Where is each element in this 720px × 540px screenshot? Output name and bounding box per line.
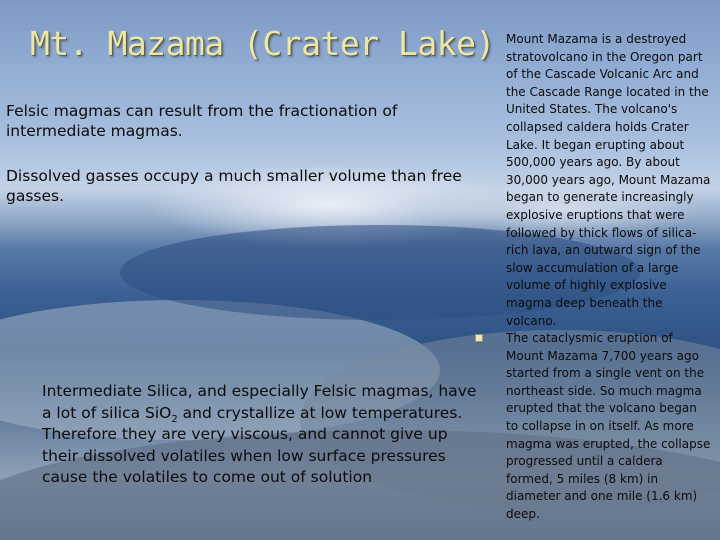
paragraph-silica-text-a: Intermediate Silica, and especially Felsic magmas, have a lot of silica SiO [42, 382, 477, 422]
paragraph-felsic-magmas: Felsic magmas can result from the fractionation of intermediate magmas. [6, 102, 398, 140]
eruption-paragraph: The cataclysmic eruption of Mount Mazama 7,700 years ago started from a single vent on the northeast side. So much magma erupted that the volcano began to collapse in on itself. As more magma was erupted, the collapse progressed until a caldera formed, 5 miles (8 km) in diameter and one mile (1.6 km) deep. [506, 331, 711, 522]
paragraph-dissolved-gasses: Dissolved gasses occupy a much smaller volume than free gasses. [6, 167, 462, 205]
square-bullet-icon [475, 334, 483, 342]
subscript-2: 2 [171, 413, 178, 425]
paragraph-silica-text-b: and crystallize at low temperatures. Therefore they are very viscous, and cannot give up their dissolved volatiles when low surface pressures cause the volatiles to come out of solution [42, 403, 463, 486]
slide-title: Mt. Mazama (Crater Lake) [30, 24, 495, 63]
paragraph-silica-viscosity [42, 381, 482, 489]
right-text-column [506, 31, 712, 524]
eruption-bullet-item [506, 330, 712, 524]
mazama-history-paragraph: Mount Mazama is a destroyed stratovolcano in the Oregon part of the Cascade Volcanic Arc and the Cascade Range located in the United States. The volcano's collapsed caldera holds Crater Lake. It began erupting about 500,000 years ago. By about 30,000 years ago, Mount Mazama began to generate increasingly explosive eruptions that were followed by thick flows of silica-rich lava, an outward sign of the slow accumulation of a large volume of highly explosive magma deep beneath the volcano. [506, 32, 711, 328]
